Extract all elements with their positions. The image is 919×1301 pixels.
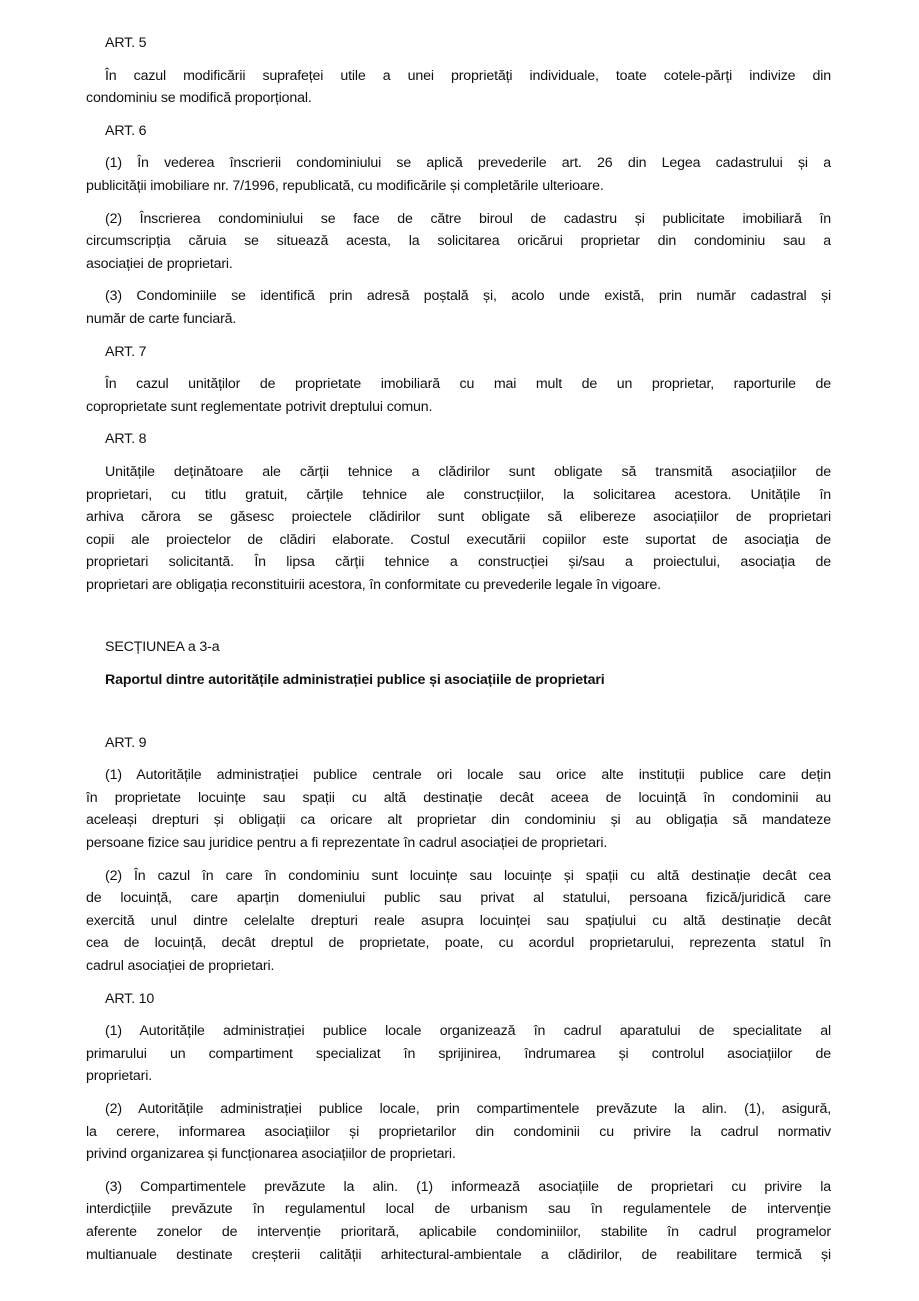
paragraph	[86, 152, 831, 197]
text-line: primarului un compartiment specializat în sprijinirea, îndrumarea și controlul asociațiilor de	[86, 1045, 831, 1062]
paragraph	[86, 65, 831, 110]
text-line: proprietari solicitantă. În lipsa cărții tehnice a construcției și/sau a proiectului, asociația de	[86, 554, 831, 571]
text-line: cea de locuință, decât dreptul de proprietate, poate, cu acordul proprietarului, reprezenta statul în	[86, 935, 831, 952]
paragraph	[86, 1098, 831, 1166]
text-line: circumscripția căruia se situează acesta, la solicitarea oricărui proprietar din condominiu sau a	[86, 233, 831, 250]
text-line: privind organizarea și funcționarea asociațiilor de proprietari.	[86, 1146, 456, 1163]
text-line: persoane fizice sau juridice pentru a fi reprezentate în cadrul asociației de proprietari.	[86, 835, 608, 852]
text-line: ART. 6	[105, 122, 147, 139]
document-page	[86, 32, 831, 1266]
section-heading	[86, 636, 831, 659]
text-line: la cerere, informarea asociațiilor și proprietarilor din condominii cu privire la cadrul normativ	[86, 1123, 831, 1140]
paragraph	[86, 285, 831, 330]
article-heading	[86, 341, 831, 364]
paragraph	[86, 1020, 831, 1088]
text-line: coproprietate sunt reglementate potrivit dreptului comun.	[86, 398, 433, 415]
text-line: multianuale destinate creșterii calității arhitectural-ambientale a clădirilor, de reabilitare termică și	[86, 1246, 831, 1263]
text-line: (2) În cazul în care în condominiu sunt locuințe sau locuințe și spații cu altă destinație decât cea	[105, 867, 831, 884]
text-line: copii ale proiectelor de clădiri elaborate. Costul executării copiilor este suportat de asociația de	[86, 531, 831, 548]
text-line: (3) Condominiile se identifică prin adresă poștală și, acolo unde există, prin număr cadastral și	[105, 288, 831, 305]
text-line: ART. 7	[105, 343, 147, 360]
article-heading	[86, 988, 831, 1011]
text-line: În cazul unităților de proprietate imobiliară cu mai mult de un proprietar, raporturile de	[105, 376, 831, 393]
text-line: ART. 9	[105, 734, 147, 751]
article-heading	[86, 32, 831, 55]
text-line: cadrul asociației de proprietari.	[86, 958, 275, 974]
text-line: SECȚIUNEA a 3-a	[105, 639, 220, 656]
text-line: condominiu se modifică proporțional.	[86, 90, 312, 107]
text-line: (3) Compartimentele prevăzute la alin. (1) informează asociațiile de proprietari cu privire la	[105, 1178, 831, 1195]
text-line: în proprietate locuințe sau spații cu altă destinație decât aceea de locuință în condominii au	[86, 789, 831, 806]
text-line: număr de carte funciară.	[86, 310, 237, 327]
text-line: În cazul modificării suprafeței utile a unei proprietăți individuale, toate cotele-părți indivize din	[105, 67, 831, 84]
paragraph	[86, 865, 831, 978]
text-line: (2) Înscrierea condominiului se face de către biroul de cadastru și publicitate imobiliară în	[105, 210, 831, 227]
article-heading	[86, 732, 831, 755]
article-heading	[86, 428, 831, 451]
text-line: ART. 5	[105, 35, 147, 51]
paragraph	[86, 208, 831, 276]
paragraph	[86, 461, 831, 597]
text-line: (1) Autoritățile administrației publice centrale ori locale sau orice alte instituții publice care dețin	[105, 767, 831, 784]
text-line: de locuință, care aparțin domeniului public sau privat al statului, persoana fizică/juridică care	[86, 890, 831, 907]
paragraph	[86, 373, 831, 418]
text-line: ART. 10	[105, 990, 155, 1007]
text-line: (2) Autoritățile administrației publice locale, prin compartimentele prevăzute la alin. (1), asigură,	[105, 1100, 831, 1117]
paragraph	[86, 764, 831, 854]
text-line: (1) În vederea înscrierii condominiului se aplică prevederile art. 26 din Legea cadastrului și a	[105, 155, 831, 172]
text-line: arhiva cărora se găsesc proiectele clădirilor sunt obligate să elibereze asociațiilor de proprietari	[86, 509, 831, 526]
text-line: proprietari are obligația reconstituirii acestora, în conformitate cu prevederile legale în vigoare.	[86, 576, 661, 593]
text-line: interdicțiile prevăzute în regulamentul local de urbanism sau în regulamentele de intervenție	[86, 1201, 831, 1218]
text-line: exercită unul dintre celelalte drepturi reale asupra locuinței sau spațiului cu altă destinație decât	[86, 912, 831, 929]
text-line: aceleași drepturi și obligații ca oricare alt proprietar din condominiu și au obligația să mandateze	[86, 812, 831, 829]
text-line: proprietari, cu titlu gratuit, cărțile tehnice ale construcțiilor, la solicitarea acestora. Unitățile în	[86, 486, 831, 503]
text-line: Raportul dintre autoritățile administrației publice și asociațiile de proprietari	[105, 672, 605, 689]
text-line: asociației de proprietari.	[86, 255, 233, 272]
article-heading	[86, 120, 831, 143]
text-line: proprietari.	[86, 1068, 153, 1085]
text-line: publicității imobiliare nr. 7/1996, republicată, cu modificările și completările ulterioare.	[86, 177, 604, 194]
section-title	[86, 669, 831, 692]
text-line: ART. 8	[105, 431, 147, 448]
text-line: (1) Autoritățile administrației publice locale organizează în cadrul aparatului de specialitate al	[105, 1023, 831, 1040]
text-line: aferente zonelor de intervenție prioritară, aplicabile condominiilor, stabilite în cadrul programelor	[86, 1223, 831, 1240]
text-line: Unitățile deținătoare ale cărții tehnice a clădirilor sunt obligate să transmită asociațiilor de	[105, 463, 831, 480]
paragraph	[86, 1176, 831, 1266]
